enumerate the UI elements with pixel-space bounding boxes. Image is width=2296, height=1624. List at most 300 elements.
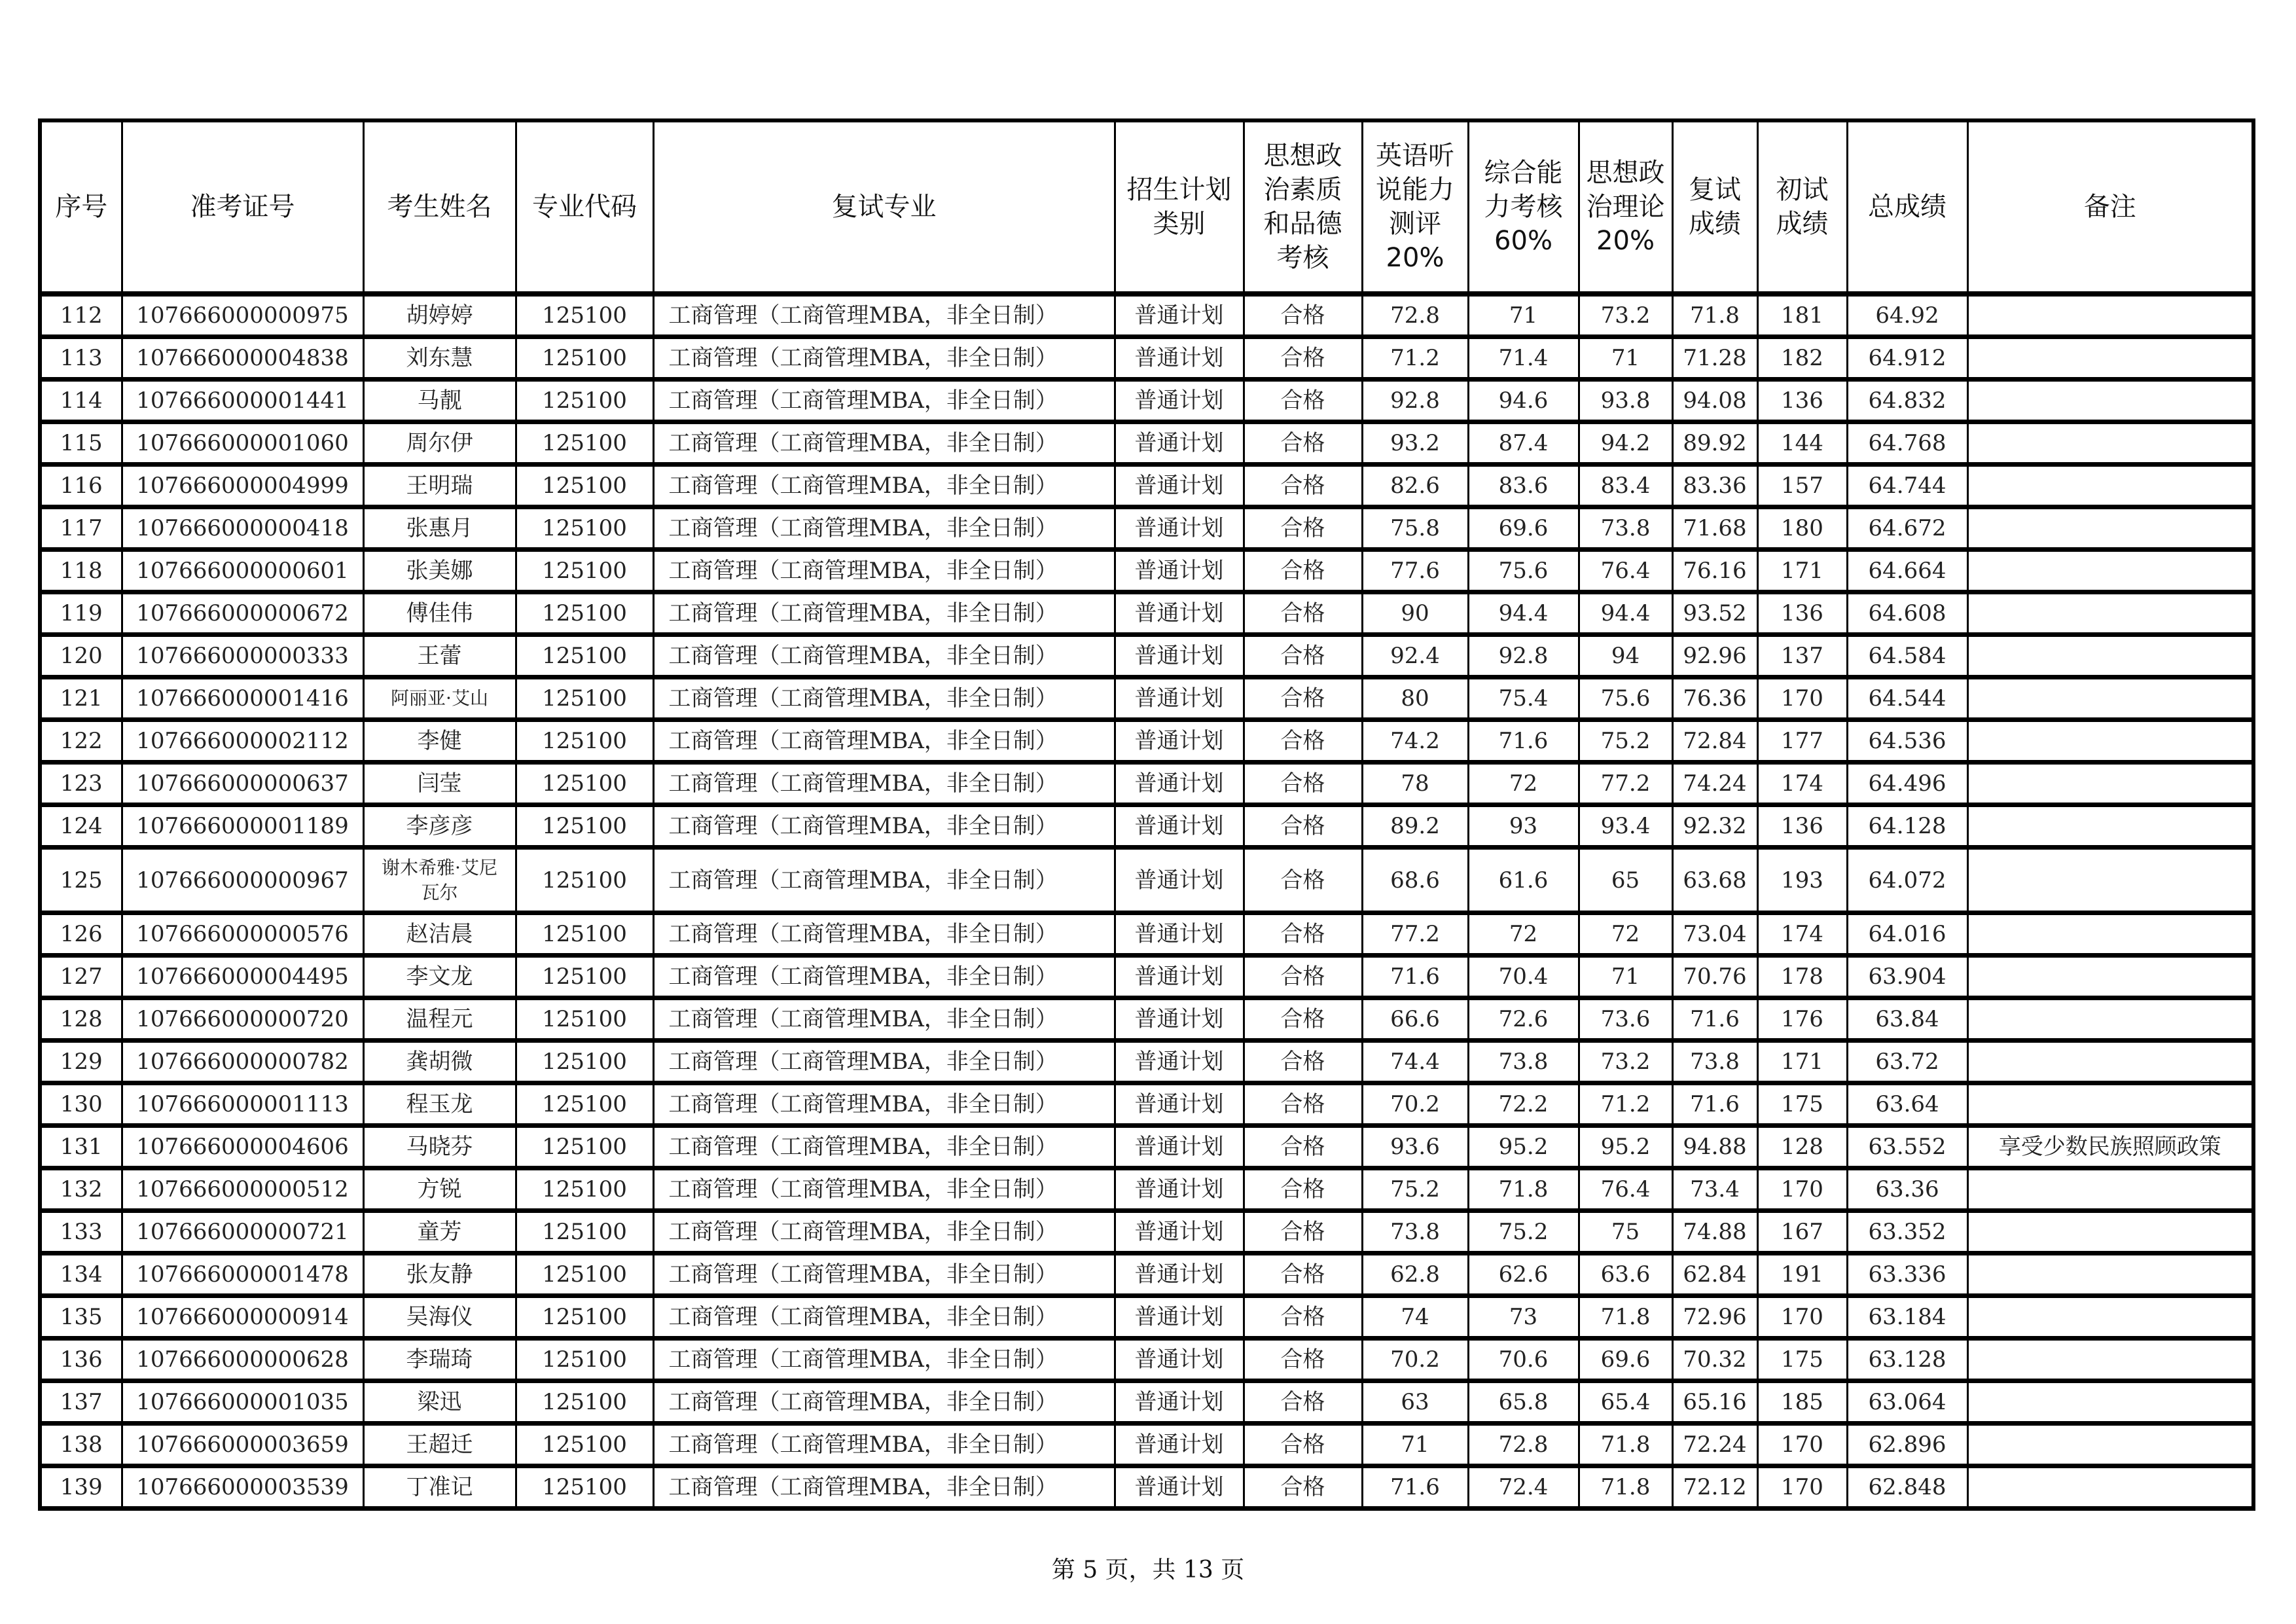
cell-comprehensive: 71.6: [1468, 720, 1579, 763]
cell-name: 童芳: [363, 1211, 516, 1254]
cell-comprehensive: 72: [1468, 913, 1579, 956]
cell-exam-id: 107666000000782: [122, 1041, 363, 1083]
cell-seq: 139: [40, 1466, 122, 1509]
cell-english: 93.2: [1362, 422, 1468, 465]
cell-comprehensive: 94.4: [1468, 592, 1579, 635]
cell-major: 工商管理（工商管理MBA，非全日制）: [653, 337, 1115, 380]
cell-total-score: 64.744: [1847, 465, 1967, 507]
cell-exam-id: 107666000000975: [122, 294, 363, 337]
cell-comprehensive: 61.6: [1468, 848, 1579, 913]
cell-political-eval: 合格: [1244, 337, 1362, 380]
cell-plan-type: 普通计划: [1115, 763, 1244, 805]
column-header-total-score: [1847, 120, 1967, 294]
cell-politics-theory: 93.8: [1579, 380, 1672, 422]
column-header-label: 复试专业: [831, 192, 937, 222]
table-row: [40, 294, 2253, 337]
cell-initial-score: 144: [1757, 422, 1847, 465]
cell-exam-id: 107666000004999: [122, 465, 363, 507]
cell-major: 工商管理（工商管理MBA，非全日制）: [653, 550, 1115, 592]
cell-seq: 131: [40, 1126, 122, 1168]
cell-total-score: 64.584: [1847, 635, 1967, 677]
cell-politics-theory: 93.4: [1579, 805, 1672, 848]
cell-major: 工商管理（工商管理MBA，非全日制）: [653, 677, 1115, 720]
cell-major: 工商管理（工商管理MBA，非全日制）: [653, 1296, 1115, 1339]
cell-total-score: 64.072: [1847, 848, 1967, 913]
cell-major-code: 125100: [516, 550, 653, 592]
cell-comprehensive: 72.2: [1468, 1083, 1579, 1126]
cell-retest-score: 71.68: [1672, 507, 1757, 550]
cell-english: 71: [1362, 1424, 1468, 1466]
table-row: [40, 1296, 2253, 1339]
cell-seq: 128: [40, 998, 122, 1041]
cell-initial-score: 175: [1757, 1083, 1847, 1126]
table-row: [40, 1083, 2253, 1126]
cell-seq: 127: [40, 956, 122, 998]
cell-name: 李彦彦: [363, 805, 516, 848]
cell-political-eval: 合格: [1244, 763, 1362, 805]
cell-initial-score: 193: [1757, 848, 1847, 913]
cell-initial-score: 128: [1757, 1126, 1847, 1168]
cell-remark: [1967, 956, 2253, 998]
score-table: [38, 118, 2255, 1511]
table-row: [40, 1126, 2253, 1168]
cell-name: 丁准记: [363, 1466, 516, 1509]
cell-major: 工商管理（工商管理MBA，非全日制）: [653, 1466, 1115, 1509]
column-header-english: [1362, 120, 1468, 294]
cell-exam-id: 107666000001478: [122, 1254, 363, 1296]
cell-major: 工商管理（工商管理MBA，非全日制）: [653, 465, 1115, 507]
cell-name: 刘东慧: [363, 337, 516, 380]
cell-retest-score: 72.12: [1672, 1466, 1757, 1509]
cell-political-eval: 合格: [1244, 1424, 1362, 1466]
cell-remark: [1967, 635, 2253, 677]
cell-major-code: 125100: [516, 1339, 653, 1381]
cell-political-eval: 合格: [1244, 848, 1362, 913]
cell-remark: [1967, 1339, 2253, 1381]
cell-exam-id: 107666000000512: [122, 1168, 363, 1211]
cell-retest-score: 74.88: [1672, 1211, 1757, 1254]
cell-major: 工商管理（工商管理MBA，非全日制）: [653, 848, 1115, 913]
cell-comprehensive: 87.4: [1468, 422, 1579, 465]
cell-english: 71.2: [1362, 337, 1468, 380]
cell-major-code: 125100: [516, 592, 653, 635]
cell-major-code: 125100: [516, 294, 653, 337]
cell-name: 程玉龙: [363, 1083, 516, 1126]
cell-retest-score: 71.8: [1672, 294, 1757, 337]
cell-plan-type: 普通计划: [1115, 998, 1244, 1041]
column-header-retest-score: [1672, 120, 1757, 294]
cell-major-code: 125100: [516, 1466, 653, 1509]
cell-initial-score: 181: [1757, 294, 1847, 337]
cell-name: 温程元: [363, 998, 516, 1041]
cell-plan-type: 普通计划: [1115, 848, 1244, 913]
cell-major-code: 125100: [516, 1381, 653, 1424]
cell-major-code: 125100: [516, 507, 653, 550]
cell-english: 78: [1362, 763, 1468, 805]
column-header-label: 思想政治素质和品德考核: [1263, 141, 1342, 273]
cell-name: 方锐: [363, 1168, 516, 1211]
table-row: [40, 1381, 2253, 1424]
cell-exam-id: 107666000000628: [122, 1339, 363, 1381]
cell-comprehensive: 72.4: [1468, 1466, 1579, 1509]
cell-seq: 113: [40, 337, 122, 380]
cell-political-eval: 合格: [1244, 1041, 1362, 1083]
cell-remark: [1967, 550, 2253, 592]
cell-seq: 117: [40, 507, 122, 550]
cell-major: 工商管理（工商管理MBA，非全日制）: [653, 956, 1115, 998]
column-header-initial-score: [1757, 120, 1847, 294]
cell-total-score: 64.672: [1847, 507, 1967, 550]
cell-political-eval: 合格: [1244, 422, 1362, 465]
cell-major: 工商管理（工商管理MBA，非全日制）: [653, 294, 1115, 337]
cell-english: 92.4: [1362, 635, 1468, 677]
cell-seq: 118: [40, 550, 122, 592]
cell-total-score: 63.352: [1847, 1211, 1967, 1254]
cell-retest-score: 93.52: [1672, 592, 1757, 635]
column-header-label: 总成绩: [1868, 192, 1946, 222]
cell-plan-type: 普通计划: [1115, 1424, 1244, 1466]
cell-political-eval: 合格: [1244, 956, 1362, 998]
cell-politics-theory: 65.4: [1579, 1381, 1672, 1424]
cell-politics-theory: 72: [1579, 913, 1672, 956]
cell-initial-score: 182: [1757, 337, 1847, 380]
cell-comprehensive: 72.8: [1468, 1424, 1579, 1466]
cell-remark: [1967, 380, 2253, 422]
cell-total-score: 63.336: [1847, 1254, 1967, 1296]
cell-retest-score: 70.32: [1672, 1339, 1757, 1381]
cell-comprehensive: 70.4: [1468, 956, 1579, 998]
cell-seq: 115: [40, 422, 122, 465]
cell-remark: [1967, 1041, 2253, 1083]
cell-seq: 120: [40, 635, 122, 677]
cell-retest-score: 83.36: [1672, 465, 1757, 507]
cell-plan-type: 普通计划: [1115, 592, 1244, 635]
cell-exam-id: 107666000001441: [122, 380, 363, 422]
cell-name: 赵洁晨: [363, 913, 516, 956]
cell-comprehensive: 75.2: [1468, 1211, 1579, 1254]
cell-remark: [1967, 763, 2253, 805]
cell-remark: [1967, 848, 2253, 913]
cell-comprehensive: 72: [1468, 763, 1579, 805]
cell-name: 张美娜: [363, 550, 516, 592]
cell-remark: 享受少数民族照顾政策: [1967, 1126, 2253, 1168]
table-row: [40, 337, 2253, 380]
cell-initial-score: 170: [1757, 1168, 1847, 1211]
cell-politics-theory: 75: [1579, 1211, 1672, 1254]
cell-plan-type: 普通计划: [1115, 294, 1244, 337]
cell-political-eval: 合格: [1244, 720, 1362, 763]
cell-retest-score: 70.76: [1672, 956, 1757, 998]
cell-major-code: 125100: [516, 677, 653, 720]
cell-comprehensive: 65.8: [1468, 1381, 1579, 1424]
cell-name: 谢木希雅·艾尼瓦尔: [363, 848, 516, 913]
column-header-remark: [1967, 120, 2253, 294]
cell-english: 74.2: [1362, 720, 1468, 763]
cell-plan-type: 普通计划: [1115, 805, 1244, 848]
table-row: [40, 1424, 2253, 1466]
cell-seq: 121: [40, 677, 122, 720]
cell-exam-id: 107666000001416: [122, 677, 363, 720]
cell-plan-type: 普通计划: [1115, 1339, 1244, 1381]
cell-total-score: 63.064: [1847, 1381, 1967, 1424]
cell-exam-id: 107666000001035: [122, 1381, 363, 1424]
cell-politics-theory: 71.8: [1579, 1296, 1672, 1339]
cell-politics-theory: 94: [1579, 635, 1672, 677]
cell-comprehensive: 71: [1468, 294, 1579, 337]
cell-politics-theory: 75.6: [1579, 677, 1672, 720]
cell-comprehensive: 92.8: [1468, 635, 1579, 677]
cell-seq: 123: [40, 763, 122, 805]
cell-english: 90: [1362, 592, 1468, 635]
cell-name: 胡婷婷: [363, 294, 516, 337]
cell-comprehensive: 95.2: [1468, 1126, 1579, 1168]
cell-seq: 135: [40, 1296, 122, 1339]
cell-major-code: 125100: [516, 763, 653, 805]
cell-major-code: 125100: [516, 848, 653, 913]
cell-initial-score: 176: [1757, 998, 1847, 1041]
cell-politics-theory: 65: [1579, 848, 1672, 913]
cell-major: 工商管理（工商管理MBA，非全日制）: [653, 422, 1115, 465]
cell-politics-theory: 94.2: [1579, 422, 1672, 465]
cell-comprehensive: 94.6: [1468, 380, 1579, 422]
cell-total-score: 64.536: [1847, 720, 1967, 763]
cell-total-score: 64.496: [1847, 763, 1967, 805]
table-row: [40, 1339, 2253, 1381]
cell-retest-score: 76.36: [1672, 677, 1757, 720]
cell-major-code: 125100: [516, 422, 653, 465]
cell-politics-theory: 71.8: [1579, 1424, 1672, 1466]
cell-remark: [1967, 805, 2253, 848]
cell-major: 工商管理（工商管理MBA，非全日制）: [653, 1168, 1115, 1211]
cell-political-eval: 合格: [1244, 465, 1362, 507]
cell-exam-id: 107666000000601: [122, 550, 363, 592]
cell-seq: 124: [40, 805, 122, 848]
cell-seq: 126: [40, 913, 122, 956]
column-header-plan-type: [1115, 120, 1244, 294]
cell-plan-type: 普通计划: [1115, 913, 1244, 956]
cell-comprehensive: 73: [1468, 1296, 1579, 1339]
cell-major: 工商管理（工商管理MBA，非全日制）: [653, 913, 1115, 956]
table-row: [40, 1168, 2253, 1211]
cell-exam-id: 107666000004495: [122, 956, 363, 998]
cell-major: 工商管理（工商管理MBA，非全日制）: [653, 805, 1115, 848]
cell-political-eval: 合格: [1244, 1381, 1362, 1424]
cell-politics-theory: 63.6: [1579, 1254, 1672, 1296]
cell-remark: [1967, 998, 2253, 1041]
cell-retest-score: 94.88: [1672, 1126, 1757, 1168]
cell-remark: [1967, 1211, 2253, 1254]
cell-political-eval: 合格: [1244, 592, 1362, 635]
cell-major: 工商管理（工商管理MBA，非全日制）: [653, 380, 1115, 422]
cell-exam-id: 107666000000333: [122, 635, 363, 677]
cell-political-eval: 合格: [1244, 998, 1362, 1041]
cell-politics-theory: 83.4: [1579, 465, 1672, 507]
cell-retest-score: 89.92: [1672, 422, 1757, 465]
cell-remark: [1967, 294, 2253, 337]
cell-comprehensive: 73.8: [1468, 1041, 1579, 1083]
cell-total-score: 64.128: [1847, 805, 1967, 848]
cell-total-score: 63.552: [1847, 1126, 1967, 1168]
cell-major: 工商管理（工商管理MBA，非全日制）: [653, 592, 1115, 635]
cell-major-code: 125100: [516, 1254, 653, 1296]
cell-remark: [1967, 913, 2253, 956]
cell-name: 李文龙: [363, 956, 516, 998]
cell-retest-score: 73.8: [1672, 1041, 1757, 1083]
cell-plan-type: 普通计划: [1115, 635, 1244, 677]
cell-english: 71.6: [1362, 956, 1468, 998]
cell-seq: 122: [40, 720, 122, 763]
cell-total-score: 63.84: [1847, 998, 1967, 1041]
cell-remark: [1967, 592, 2253, 635]
cell-major: 工商管理（工商管理MBA，非全日制）: [653, 507, 1115, 550]
cell-plan-type: 普通计划: [1115, 337, 1244, 380]
cell-major: 工商管理（工商管理MBA，非全日制）: [653, 635, 1115, 677]
cell-exam-id: 107666000000576: [122, 913, 363, 956]
cell-name: 龚胡微: [363, 1041, 516, 1083]
table-row: [40, 720, 2253, 763]
cell-english: 70.2: [1362, 1083, 1468, 1126]
cell-initial-score: 171: [1757, 550, 1847, 592]
cell-remark: [1967, 1254, 2253, 1296]
cell-remark: [1967, 507, 2253, 550]
table-row: [40, 956, 2253, 998]
table-row: [40, 763, 2253, 805]
cell-political-eval: 合格: [1244, 1339, 1362, 1381]
column-header-label: 备注: [2083, 192, 2136, 222]
cell-initial-score: 180: [1757, 507, 1847, 550]
cell-plan-type: 普通计划: [1115, 1254, 1244, 1296]
column-header-label: 英语听说能力测评20%: [1376, 141, 1454, 273]
cell-politics-theory: 94.4: [1579, 592, 1672, 635]
cell-plan-type: 普通计划: [1115, 422, 1244, 465]
cell-seq: 130: [40, 1083, 122, 1126]
cell-political-eval: 合格: [1244, 1466, 1362, 1509]
cell-total-score: 64.608: [1847, 592, 1967, 635]
cell-political-eval: 合格: [1244, 913, 1362, 956]
cell-retest-score: 74.24: [1672, 763, 1757, 805]
cell-major-code: 125100: [516, 1168, 653, 1211]
cell-comprehensive: 83.6: [1468, 465, 1579, 507]
cell-english: 93.6: [1362, 1126, 1468, 1168]
table-row: [40, 550, 2253, 592]
cell-comprehensive: 70.6: [1468, 1339, 1579, 1381]
cell-seq: 137: [40, 1381, 122, 1424]
cell-plan-type: 普通计划: [1115, 720, 1244, 763]
cell-exam-id: 107666000000672: [122, 592, 363, 635]
cell-total-score: 63.36: [1847, 1168, 1967, 1211]
cell-politics-theory: 69.6: [1579, 1339, 1672, 1381]
cell-political-eval: 合格: [1244, 1254, 1362, 1296]
cell-name: 王超迁: [363, 1424, 516, 1466]
cell-major-code: 125100: [516, 1083, 653, 1126]
column-header-seq: [40, 120, 122, 294]
column-header-label: 准考证号: [190, 192, 295, 222]
cell-comprehensive: 75.4: [1468, 677, 1579, 720]
cell-initial-score: 167: [1757, 1211, 1847, 1254]
column-header-label: 考生姓名: [387, 192, 492, 222]
cell-initial-score: 185: [1757, 1381, 1847, 1424]
cell-politics-theory: 73.6: [1579, 998, 1672, 1041]
cell-politics-theory: 71.8: [1579, 1466, 1672, 1509]
cell-retest-score: 92.32: [1672, 805, 1757, 848]
cell-seq: 136: [40, 1339, 122, 1381]
cell-total-score: 64.832: [1847, 380, 1967, 422]
cell-remark: [1967, 677, 2253, 720]
cell-seq: 114: [40, 380, 122, 422]
cell-exam-id: 107666000000637: [122, 763, 363, 805]
cell-retest-score: 72.84: [1672, 720, 1757, 763]
cell-initial-score: 174: [1757, 763, 1847, 805]
cell-name: 吴海仪: [363, 1296, 516, 1339]
cell-politics-theory: 71.2: [1579, 1083, 1672, 1126]
cell-english: 68.6: [1362, 848, 1468, 913]
cell-english: 77.2: [1362, 913, 1468, 956]
column-header-label: 综合能力考核60%: [1484, 158, 1563, 256]
column-header-label: 专业代码: [532, 192, 637, 222]
cell-exam-id: 107666000002112: [122, 720, 363, 763]
cell-seq: 133: [40, 1211, 122, 1254]
column-header-politics-theory: [1579, 120, 1672, 294]
cell-political-eval: 合格: [1244, 1211, 1362, 1254]
cell-retest-score: 65.16: [1672, 1381, 1757, 1424]
cell-initial-score: 170: [1757, 1466, 1847, 1509]
cell-exam-id: 107666000001189: [122, 805, 363, 848]
cell-total-score: 62.896: [1847, 1424, 1967, 1466]
table-row: [40, 805, 2253, 848]
table-row: [40, 380, 2253, 422]
cell-plan-type: 普通计划: [1115, 1168, 1244, 1211]
table-row: [40, 1466, 2253, 1509]
cell-remark: [1967, 337, 2253, 380]
cell-english: 92.8: [1362, 380, 1468, 422]
cell-english: 71.6: [1362, 1466, 1468, 1509]
cell-retest-score: 63.68: [1672, 848, 1757, 913]
cell-plan-type: 普通计划: [1115, 1466, 1244, 1509]
cell-seq: 138: [40, 1424, 122, 1466]
cell-name: 阿丽亚·艾山: [363, 677, 516, 720]
table-row: [40, 1211, 2253, 1254]
cell-retest-score: 76.16: [1672, 550, 1757, 592]
cell-major-code: 125100: [516, 956, 653, 998]
column-header-major-code: [516, 120, 653, 294]
cell-retest-score: 62.84: [1672, 1254, 1757, 1296]
cell-exam-id: 107666000000914: [122, 1296, 363, 1339]
cell-exam-id: 107666000001113: [122, 1083, 363, 1126]
cell-english: 82.6: [1362, 465, 1468, 507]
cell-major: 工商管理（工商管理MBA，非全日制）: [653, 1083, 1115, 1126]
column-header-label: 初试成绩: [1776, 175, 1829, 239]
cell-remark: [1967, 1466, 2253, 1509]
cell-comprehensive: 75.6: [1468, 550, 1579, 592]
table-row: [40, 592, 2253, 635]
cell-total-score: 63.64: [1847, 1083, 1967, 1126]
cell-remark: [1967, 1168, 2253, 1211]
cell-name: 王蕾: [363, 635, 516, 677]
cell-name: 李瑞琦: [363, 1339, 516, 1381]
cell-political-eval: 合格: [1244, 635, 1362, 677]
cell-seq: 119: [40, 592, 122, 635]
table-row: [40, 1254, 2253, 1296]
cell-total-score: 62.848: [1847, 1466, 1967, 1509]
cell-retest-score: 72.24: [1672, 1424, 1757, 1466]
cell-politics-theory: 73.8: [1579, 507, 1672, 550]
cell-major: 工商管理（工商管理MBA，非全日制）: [653, 1211, 1115, 1254]
cell-major: 工商管理（工商管理MBA，非全日制）: [653, 998, 1115, 1041]
cell-exam-id: 107666000003659: [122, 1424, 363, 1466]
cell-major-code: 125100: [516, 1126, 653, 1168]
cell-retest-score: 71.6: [1672, 998, 1757, 1041]
column-header-label: 思想政治理论20%: [1586, 158, 1665, 256]
